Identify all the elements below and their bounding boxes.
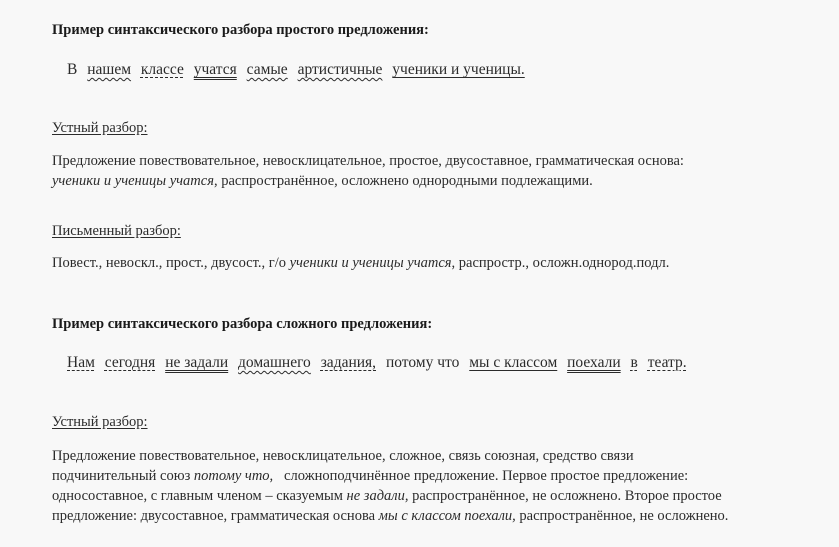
oral-pre: подчинительный союз: [52, 468, 194, 484]
sentence-word: самые: [246, 61, 288, 78]
sentence-word: сегодня: [104, 354, 156, 371]
oral-line: Предложение повествовательное, невосклицательное, простое, двусоставное, грамматическая основа:: [52, 153, 684, 169]
sentence-word: задания,: [320, 354, 377, 371]
oral-line: [52, 171, 684, 191]
sentence-word: домашнего: [238, 354, 311, 371]
sentence-word: мы с классом: [469, 354, 558, 371]
sentence-word: нашем: [87, 61, 132, 78]
sentence-word: Нам: [67, 354, 95, 371]
oral-post: сложноподчинённое предложение. Первое простое предложение:: [273, 468, 689, 484]
oral-post: распространённое, не осложнено. Второе простое: [408, 488, 722, 504]
simple-oral-text: [52, 151, 684, 191]
complex-oral-label: Устный разбор:: [52, 414, 148, 430]
oral-line: [52, 506, 728, 526]
complex-oral-text: [52, 446, 728, 526]
oral-italic: мы с классом поехали,: [378, 508, 516, 524]
written-pre: Повест., невоскл., прост., двусост., г/о: [52, 255, 290, 271]
sentence-word: в: [630, 354, 638, 371]
sentence-word: учатся: [193, 61, 237, 78]
simple-written-text: [52, 255, 669, 272]
complex-sentence: [67, 354, 693, 372]
sentence-word: потому что: [385, 354, 460, 371]
oral-italic: ученики и ученицы учатся: [52, 173, 214, 189]
oral-line: [52, 486, 728, 506]
oral-italic: потому что,: [193, 468, 274, 484]
simple-oral-label: Устный разбор:: [52, 120, 148, 136]
oral-italic: не задали,: [346, 488, 409, 504]
oral-rest: , распространённое, осложнено однородными подлежащими.: [213, 173, 593, 189]
oral-post: распространённое, не осложнено.: [515, 508, 729, 524]
oral-pre: односоставное, с главным членом – сказуемым: [52, 488, 347, 504]
sentence-word: не задали: [165, 354, 229, 371]
sentence-word: ученики и ученицы.: [392, 61, 525, 78]
simple-written-label: Письменный разбор:: [52, 223, 181, 239]
oral-line: Предложение повествовательное, невосклицательное, сложное, связь союзная, средство связи: [52, 448, 634, 464]
written-post: , распростр., осложн.однород.подл.: [451, 255, 670, 271]
sentence-word: поехали: [567, 354, 621, 371]
simple-sentence: [67, 61, 531, 79]
complex-heading: Пример синтаксического разбора сложного предложения:: [52, 316, 433, 332]
written-italic: ученики и ученицы учатся: [289, 255, 452, 271]
oral-pre: предложение: двусоставное, грамматическая основа: [52, 508, 379, 524]
sentence-word: театр.: [647, 354, 687, 371]
oral-line: [52, 466, 728, 486]
simple-heading: Пример синтаксического разбора простого предложения:: [52, 22, 429, 38]
sentence-word: артистичные: [297, 61, 383, 78]
sentence-word: классе: [140, 61, 184, 78]
sentence-word: В: [67, 61, 78, 78]
